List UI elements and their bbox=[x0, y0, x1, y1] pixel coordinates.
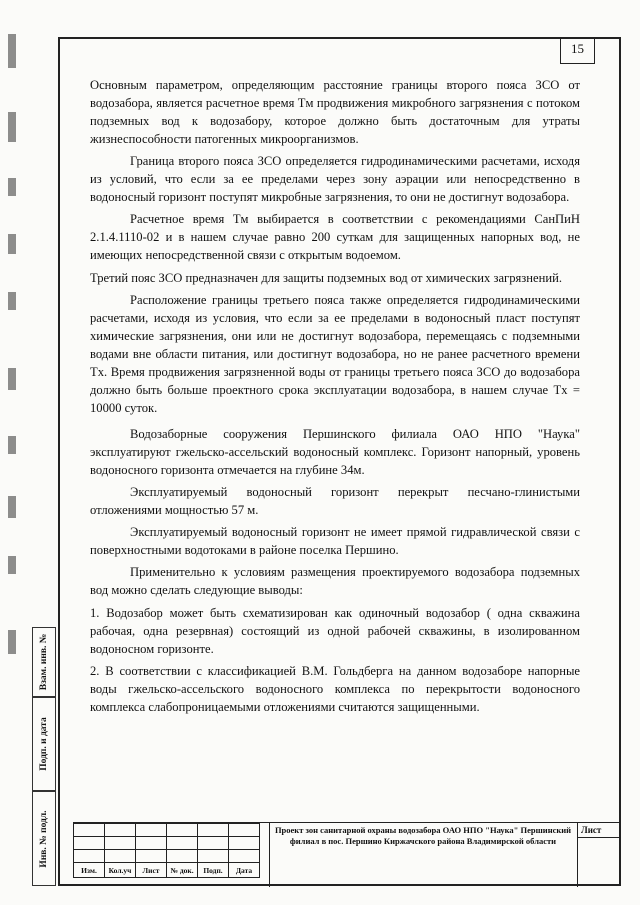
paragraph: Основным параметром, определяющим расстояние границы второго пояса ЗСО от водозабора, является расчетное время Tм продвижения микробного загрязнения с потоком подземных вод к водозабору, которое должно быть достаточным для утраты жизнеспособности патогенных микроорганизмов. bbox=[90, 78, 580, 146]
paragraph-heading: Третий пояс ЗСО предназначен для защиты подземных вод от химических загрязнений. bbox=[90, 270, 562, 285]
page-number: 15 bbox=[560, 37, 595, 64]
paragraph: Эксплуатируемый водоносный горизонт перекрыт песчано-глинистыми отложениями мощностью 57 м. bbox=[90, 484, 580, 517]
col-count: Кол.уч bbox=[105, 863, 136, 878]
col-doc: № док. bbox=[167, 863, 198, 878]
conclusion-item: 2. В соответствии с классификацией В.М. Гольдберга на данном водозаборе напорные воды гжельско-ассельского водоносного комплекса по перекрытости водоносного комплекса слабопроницаемыми отложениями считаются защищенными. bbox=[90, 663, 580, 714]
document-body bbox=[90, 76, 580, 720]
col-signature: Подп. bbox=[198, 863, 229, 878]
col-change: Изм. bbox=[74, 863, 105, 878]
revision-table bbox=[73, 823, 260, 878]
binding-edge-marks bbox=[8, 20, 24, 880]
col-sheet: Лист bbox=[136, 863, 167, 878]
paragraph: Расположение границы третьего пояса также определяется гидродинамическими расчетами, исходя из условия, что если за ее пределами в водоносный пласт поступят химические загрязнения, они или не достигнут водозабора, перемещаясь с подземными водами вне области питания, или достигнут водозабора, но не ранее расчетного времени Tх. Время продвижения загрязненной воды от границы третьего пояса ЗСО до водозабора должно быть больше проектного срока эксплуатации водозабора, в нашем случае Tх = 10000 суток. bbox=[90, 292, 580, 415]
title-block bbox=[73, 822, 621, 887]
conclusion-item: 1. Водозабор может быть схематизирован как одиночный водозабор ( одна скважина рабочая, одна резервная) состоящий из одной рабочей скважины, в изолированном водоносном горизонте. bbox=[90, 605, 580, 656]
side-label-replacement-inv: Взам. инв. № bbox=[32, 627, 56, 697]
col-date: Дата bbox=[229, 863, 260, 878]
paragraph: Эксплуатируемый водоносный горизонт не имеет прямой гидравлической связи с поверхностными водотоками в районе поселка Першино. bbox=[90, 525, 580, 558]
sheet-number-box bbox=[577, 837, 621, 838]
sheet-label: Лист bbox=[581, 825, 602, 835]
paragraph: Водозаборные сооружения Першинского филиала ОАО НПО "Наука" эксплуатируют гжельско-ассельский водоносный комплекс. Горизонт напорный, уровень водоносного горизонта отмечается на глубине 34м. bbox=[90, 426, 580, 477]
paragraph: Расчетное время Tм выбирается в соответствии с рекомендациями СанПиН 2.1.4.1110-02 и в нашем случае равно 200 суткам для защищенных напорных вод, не имеющих непосредственной связи с открытым водоемом. bbox=[90, 212, 580, 263]
side-label-signature-date: Подп. и дата bbox=[32, 697, 56, 791]
project-title: Проект зон санитарной охраны водозабора ОАО НПО "Наука" Першинский филиал в пос. Першино Киржачского района Владимирской области bbox=[274, 825, 572, 846]
side-label-original-inv: Инв. № подл. bbox=[32, 791, 56, 886]
paragraph: Применительно к условиям размещения проектируемого водозабора подземных вод можно сделать следующие выводы: bbox=[90, 565, 580, 598]
paragraph: Граница второго пояса ЗСО определяется гидродинамическими расчетами, исходя из условий, что если за ее пределами через зону аэрации или непосредственно в водоносный горизонт поступят микробные загрязнения, то они не достигнут водозабора. bbox=[90, 154, 580, 205]
